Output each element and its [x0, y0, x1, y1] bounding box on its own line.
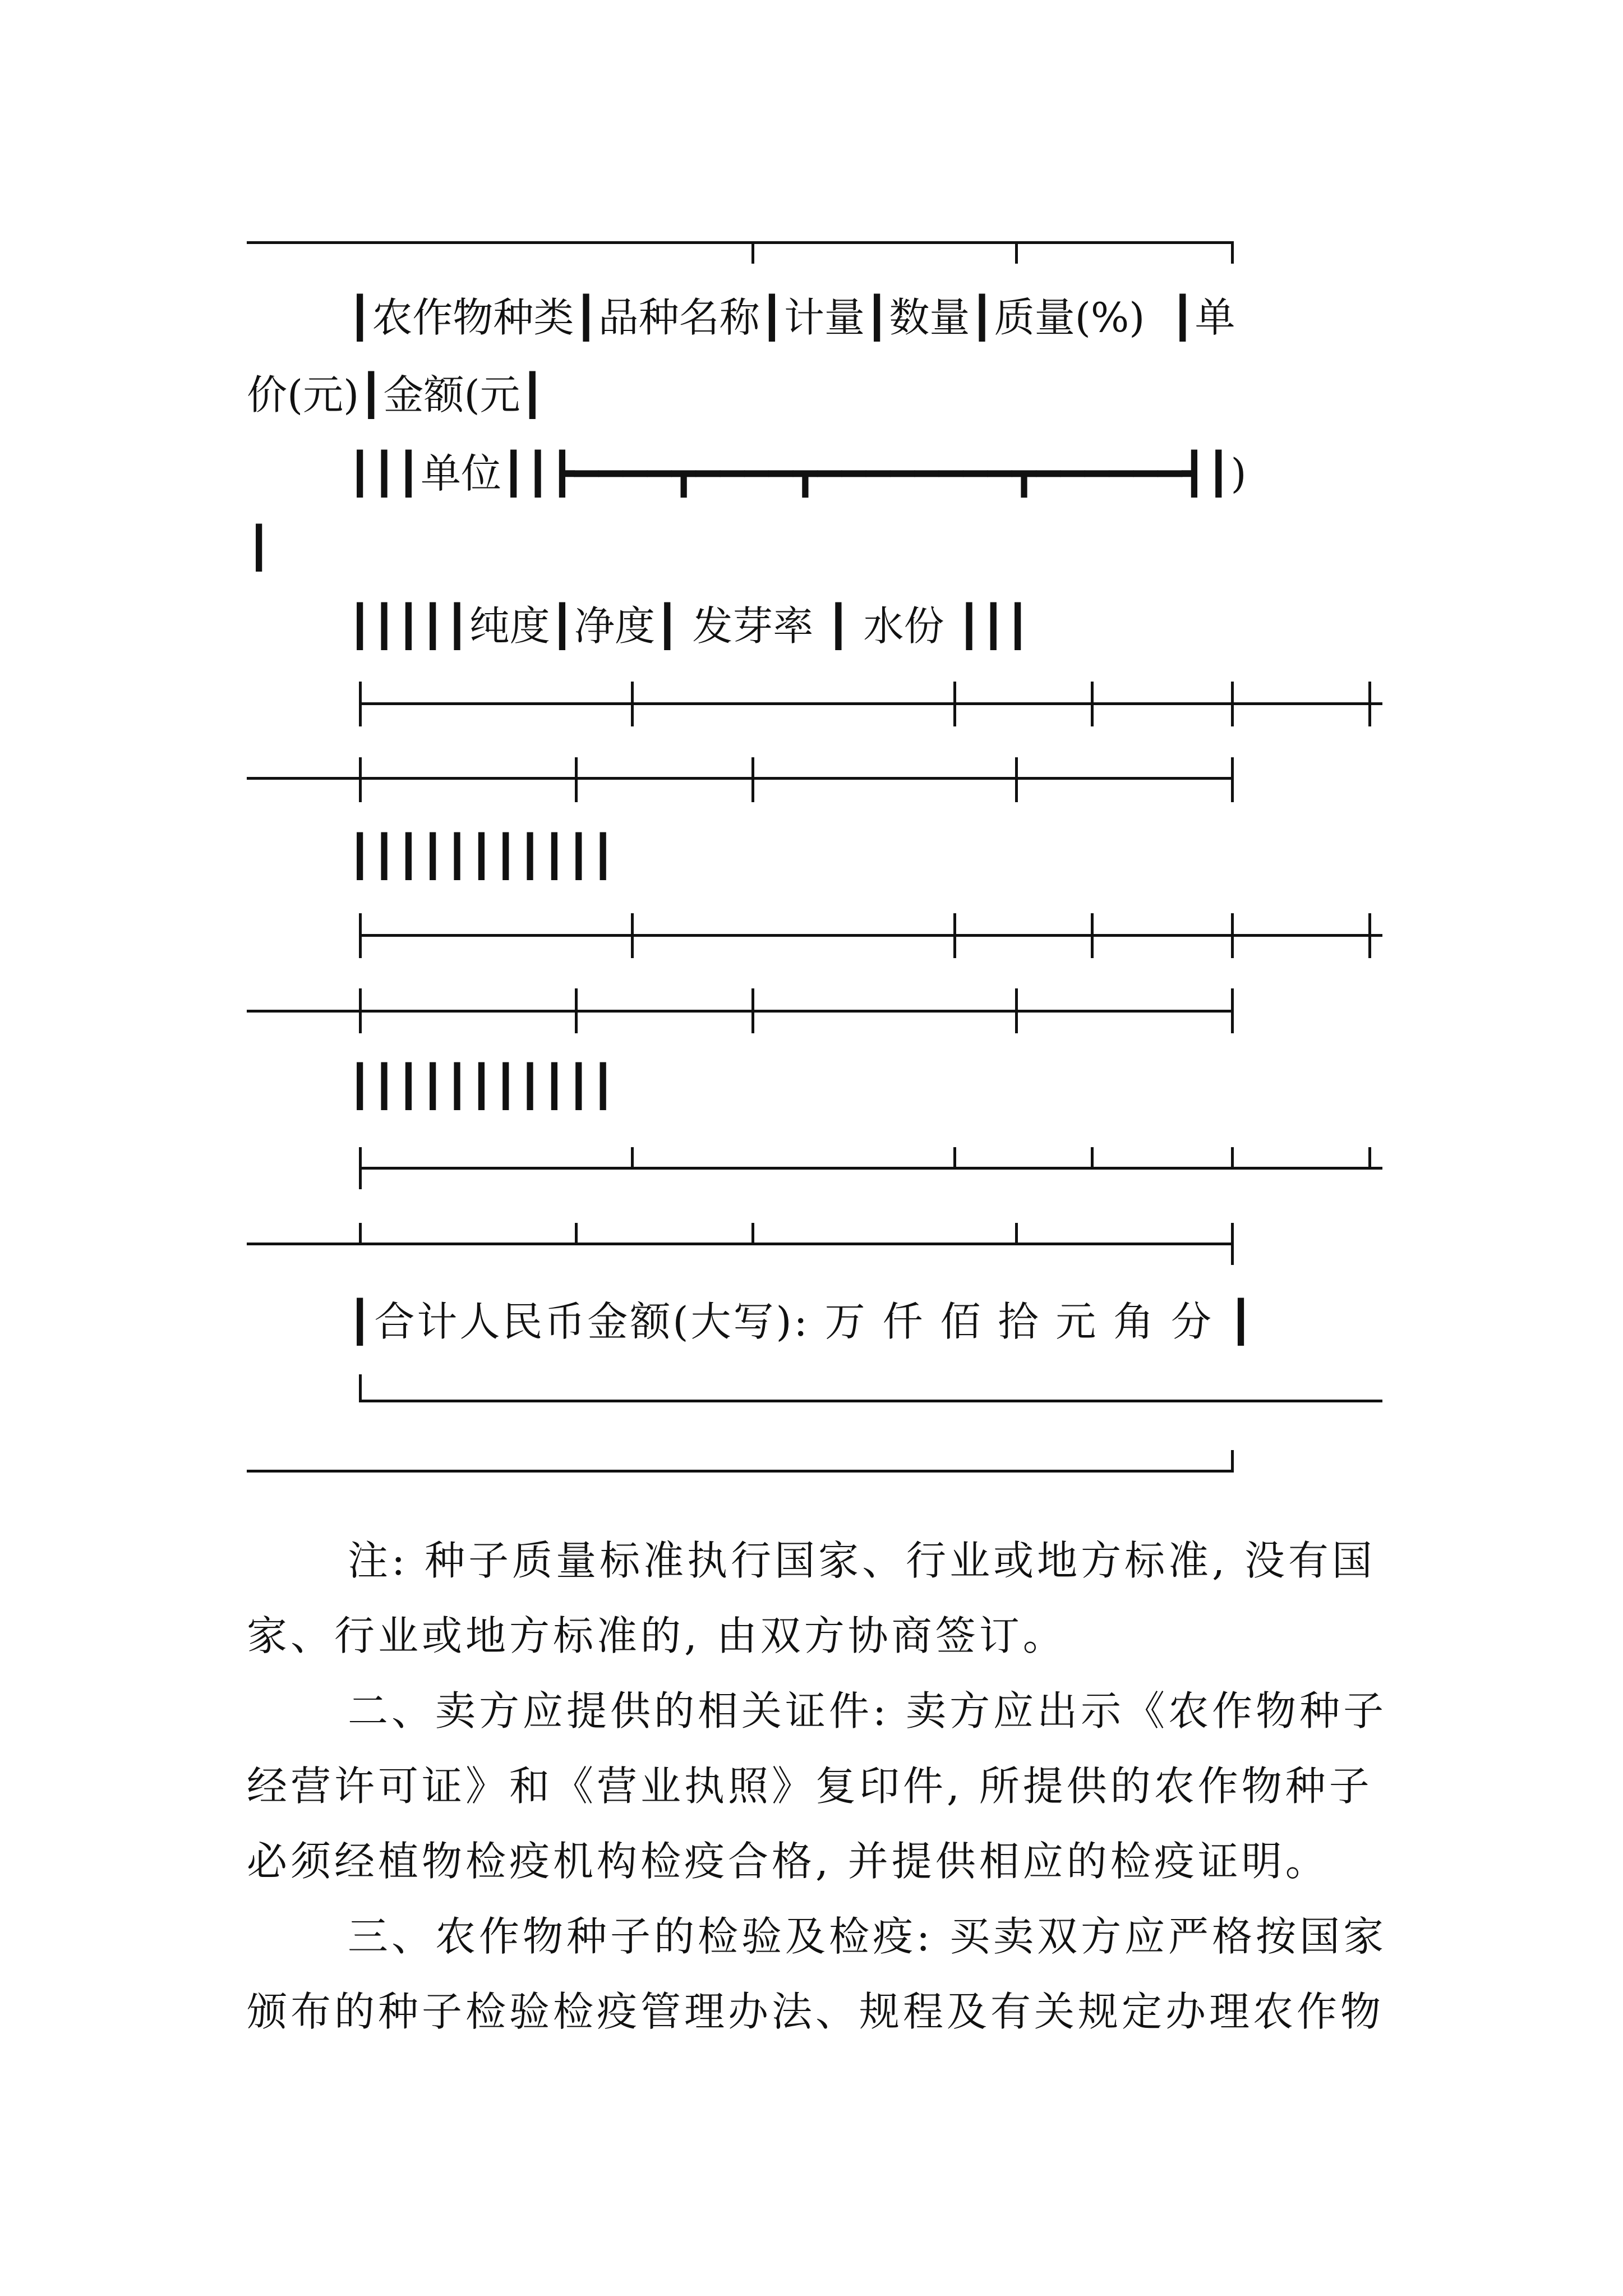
table-separator-tick	[1231, 913, 1234, 958]
table-blank-row-2: ┃┃┃┃┃┃┃┃┃┃┃	[348, 1062, 615, 1110]
table-separator-tick	[1015, 988, 1018, 1033]
table-top-tick	[1015, 241, 1018, 264]
table-separator	[359, 934, 1382, 937]
table-separator-tick	[953, 1147, 956, 1170]
table-separator	[359, 702, 1382, 705]
table-separator-tick	[631, 1147, 634, 1170]
note-line-2: 家、行业或地方标准的, 由双方协商签订。	[247, 1612, 1067, 1659]
table-header-row-2-cont: ┃	[247, 524, 271, 571]
table-separator-tick	[1015, 1223, 1018, 1245]
section-2-line-1: 二、卖方应提供的相关证件: 卖方应出示《农作物种子	[348, 1687, 1387, 1734]
table-separator-tick	[1231, 1147, 1234, 1170]
table-separator-tick	[359, 682, 362, 726]
table-separator-tick	[575, 988, 578, 1033]
table-separator-tick	[359, 1147, 362, 1189]
table-separator-tick	[751, 1223, 754, 1245]
table-separator-tick	[1091, 682, 1094, 726]
table-header-row-2: ┃┃┃单位┃┃┣━━━━┳━━━━┳━━━━━━━━┳━━━━━━┫┃)	[348, 450, 1247, 497]
table-bottom-border	[247, 1470, 1234, 1473]
table-separator-tick	[359, 913, 362, 958]
section-3-line-2: 颁布的种子检验检疫管理办法、规程及有关规定办理农作物	[247, 1988, 1385, 2035]
table-top-tick	[751, 241, 754, 264]
table-separator-tick	[751, 757, 754, 802]
table-header-row-1-cont: 价(元)┃金额(元┃	[247, 371, 545, 418]
note-line-1: 注: 种子质量标准执行国家、行业或地方标准, 没有国	[348, 1537, 1376, 1584]
table-separator-tick	[1091, 1147, 1094, 1170]
table-separator-tick	[1231, 1223, 1234, 1265]
table-separator-tick	[1091, 913, 1094, 958]
table-separator-tick	[575, 757, 578, 802]
table-separator-tick	[1231, 682, 1234, 726]
table-separator	[247, 777, 1234, 780]
table-separator-tick	[359, 757, 362, 802]
table-header-row-3: ┃┃┃┃┃纯度┃净度┃ 发芽率 ┃ 水份 ┃┃┃	[348, 602, 1030, 650]
table-header-row-1: ┃农作物种类┃品种名称┃计量┃数量┃质量(%) ┃单	[348, 294, 1235, 341]
table-bottom-border	[359, 1400, 1382, 1402]
section-3-line-1: 三、农作物种子的检验及检疫: 买卖双方应严格按国家	[348, 1913, 1387, 1960]
table-separator-tick	[359, 1223, 362, 1245]
table-bottom-tick	[359, 1374, 362, 1402]
table-separator-tick	[953, 913, 956, 958]
table-separator-tick	[1015, 757, 1018, 802]
table-top-border	[247, 241, 1234, 244]
table-separator-tick	[953, 682, 956, 726]
table-separator-tick	[575, 1223, 578, 1245]
table-separator	[247, 1010, 1234, 1013]
table-separator-tick	[1368, 1147, 1371, 1170]
table-separator-tick	[631, 682, 634, 726]
table-separator	[359, 1167, 1382, 1170]
table-blank-row-1: ┃┃┃┃┃┃┃┃┃┃┃	[348, 832, 615, 880]
table-separator-tick	[1368, 913, 1371, 958]
table-separator-tick	[359, 988, 362, 1033]
table-total-row: ┃合计人民币金额(大写): 万 仟 佰 拾 元 角 分 ┃	[348, 1298, 1256, 1345]
section-2-line-3: 必须经植物检疫机构检疫合格, 并提供相应的检疫证明。	[247, 1838, 1329, 1885]
table-separator	[247, 1243, 1234, 1245]
section-2-line-2: 经营许可证》和《营业执照》复印件, 所提供的农作物种子	[247, 1763, 1373, 1810]
table-separator-tick	[1231, 757, 1234, 802]
table-separator-tick	[1231, 988, 1234, 1033]
table-separator-tick	[631, 913, 634, 958]
table-bottom-tick	[1231, 1450, 1234, 1473]
table-top-tick	[1231, 241, 1234, 264]
table-separator-tick	[1368, 682, 1371, 726]
table-separator-tick	[751, 988, 754, 1033]
